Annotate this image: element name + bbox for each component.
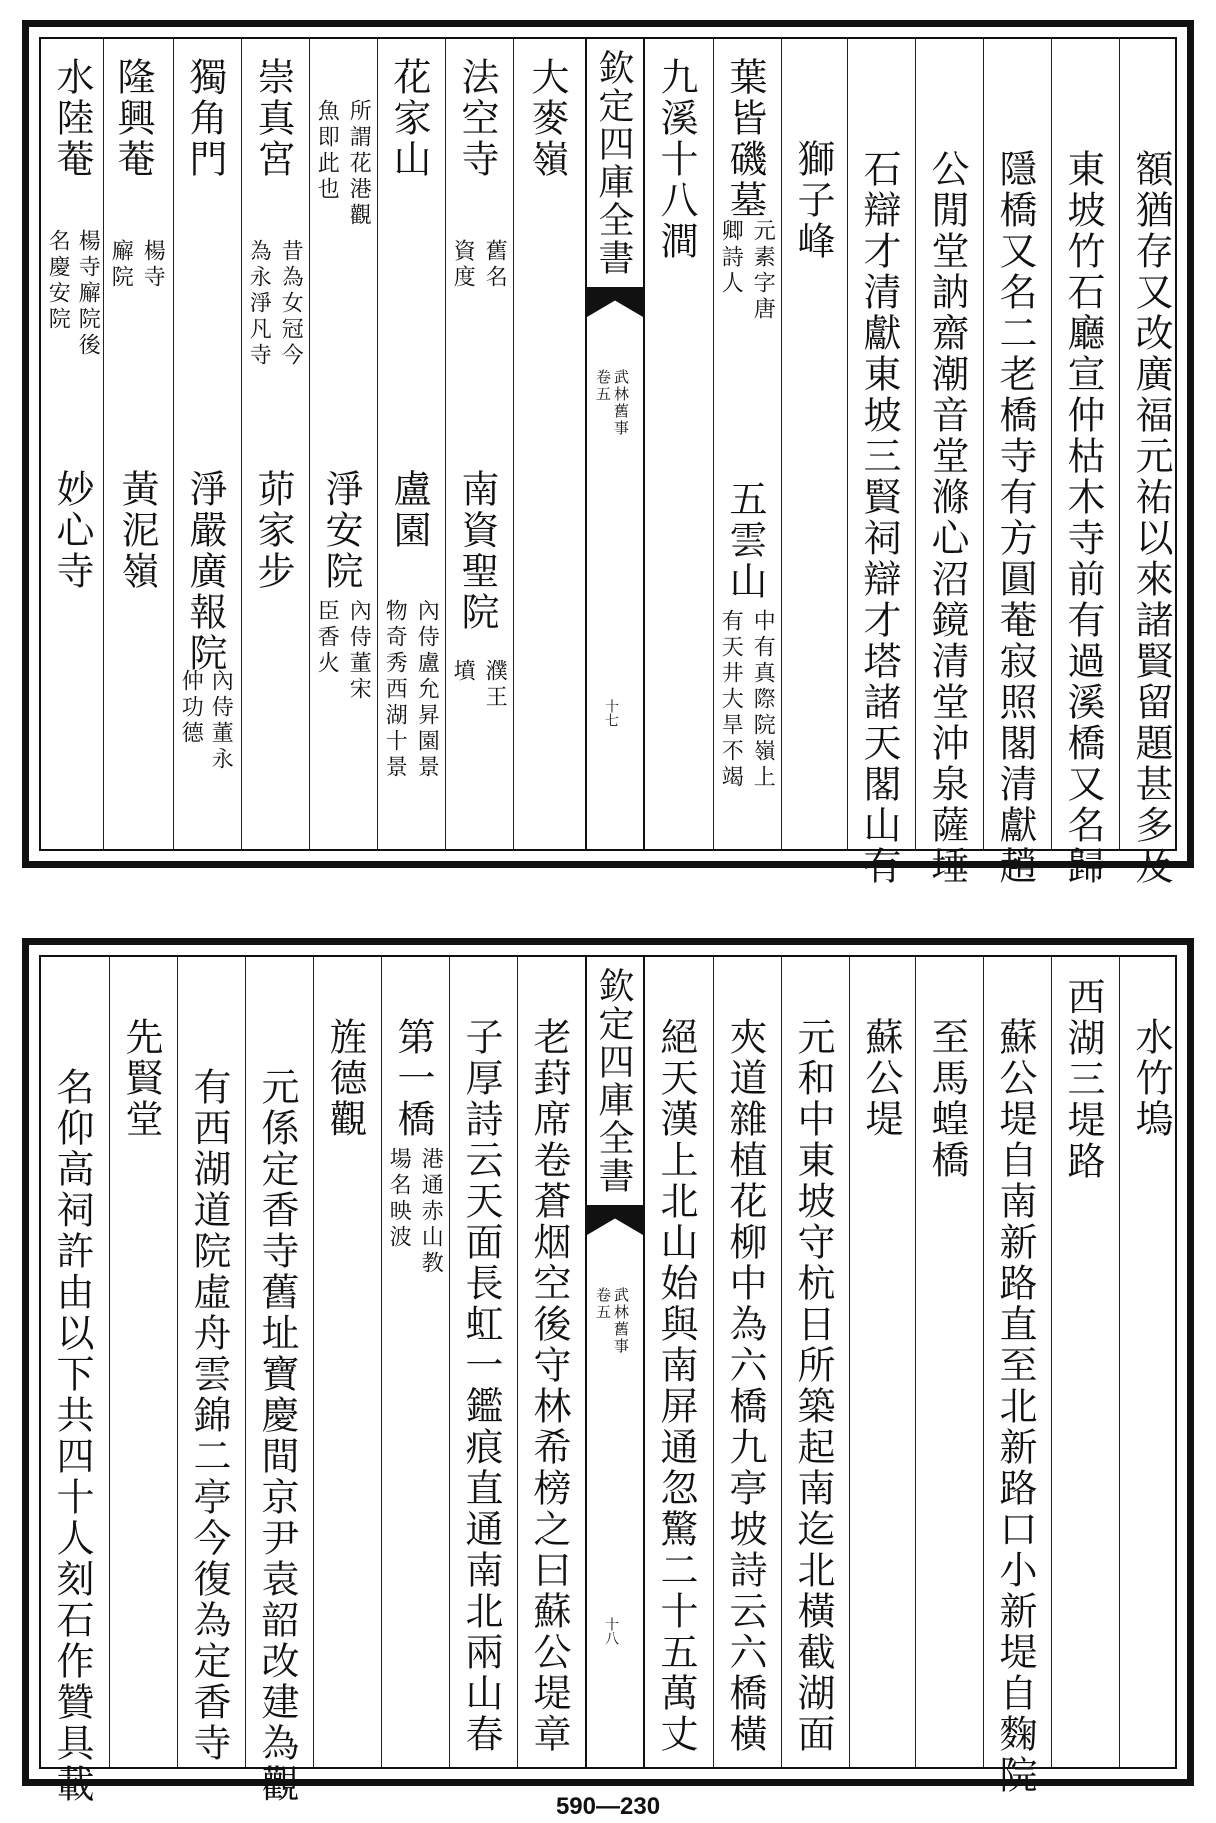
col-note: 仲功德 [178, 669, 204, 747]
col-note: 墳 [450, 659, 476, 685]
col-main-2: 南資聖院 [455, 469, 499, 633]
col [983, 957, 1051, 1796]
col-main: 夾道雜植花柳中為六橋九亭坡詩云六橋橫 [723, 1017, 767, 1755]
col [309, 39, 377, 849]
col-main: 東坡竹石廳宣仲枯木寺前有過溪橋又名歸 [1061, 149, 1105, 887]
leaf-number: 十八 [603, 1617, 619, 1645]
col [41, 957, 109, 1805]
col-note: 廨院 [108, 239, 134, 291]
col [1051, 39, 1119, 887]
col-main: 蘇公堤 [859, 1017, 903, 1140]
col-note: 資度 [450, 239, 476, 291]
book-title: 欽定四庫全書 [593, 967, 634, 1195]
col-note: 濮王 [482, 659, 508, 711]
page-top [22, 20, 1194, 887]
col-note: 楊寺 [140, 239, 166, 291]
col [1051, 957, 1119, 1767]
col-note: 有天井大旱不竭 [718, 609, 744, 791]
col-note: 臣香火 [314, 599, 340, 677]
col [781, 957, 849, 1767]
col-main: 元係定香寺舊址寶慶間京尹袁韶改建為觀 [255, 1067, 299, 1805]
col-main: 石辯才清獻東坡三賢祠辯才塔諸天閣山有 [857, 149, 901, 887]
col-note: 卿詩人 [718, 219, 744, 297]
col-note: 內侍董宋 [346, 599, 372, 703]
col [513, 39, 585, 849]
col-main: 旌德觀 [323, 1017, 367, 1140]
col [103, 39, 173, 849]
col-note: 昔為女冠今 [278, 239, 304, 369]
col [381, 957, 449, 1767]
col [241, 39, 309, 849]
col-note: 名慶安院 [45, 229, 71, 333]
col-main: 西湖三堤路 [1061, 977, 1105, 1182]
col [1119, 39, 1189, 887]
col-main-2: 妙心寺 [50, 469, 94, 592]
col [177, 957, 245, 1767]
col [173, 39, 241, 849]
col-main: 絕天漢上北山始與南屏通忽驚二十五萬丈 [654, 1017, 698, 1755]
col-main: 元和中東坡守杭日所築起南迄北橫截湖面 [791, 1017, 835, 1755]
col-main-2: 淨嚴廣報院 [183, 469, 227, 674]
center-fold [585, 39, 645, 849]
col-note: 楊寺廨院後 [75, 229, 101, 359]
col [41, 39, 103, 849]
fish-tail-mark [587, 1205, 643, 1235]
col-main: 法空寺 [455, 57, 499, 180]
col-main: 花家山 [387, 57, 431, 180]
col [713, 39, 781, 849]
col-main-2: 盧園 [387, 469, 431, 551]
col [1119, 957, 1189, 1767]
col-main: 有西湖道院虛舟雲錦二亭今復為定香寺 [187, 1067, 231, 1764]
col [713, 957, 781, 1767]
page-number: 590—230 [555, 1793, 661, 1820]
col-main: 水陸菴 [50, 57, 94, 180]
book-name: 武林舊事 [612, 369, 630, 437]
col [109, 957, 177, 1767]
col [847, 39, 915, 887]
col-main: 葉皆磯墓 [723, 57, 767, 221]
col [517, 957, 585, 1767]
col-note: 為永淨凡寺 [246, 239, 272, 369]
col-main: 獨角門 [183, 57, 227, 180]
col-note: 場名映波 [386, 1147, 412, 1251]
col-note: 元素字唐 [750, 219, 776, 323]
col-main: 額猶存又改廣福元祐以來諸賢留題甚多及 [1129, 149, 1173, 887]
col-main-2: 茆家步 [251, 469, 295, 592]
col [915, 39, 983, 887]
col-main: 先賢堂 [119, 1017, 163, 1140]
col-note: 所謂花港觀 [346, 99, 372, 229]
col [445, 39, 513, 849]
page-bottom [22, 938, 1194, 1805]
col-note: 物奇秀西湖十景 [382, 599, 408, 781]
fish-tail-mark [587, 287, 643, 317]
col [983, 39, 1051, 887]
col-main: 大麥嶺 [525, 57, 569, 180]
col-main-2: 五雲山 [723, 479, 767, 602]
col [849, 957, 915, 1767]
col-main: 至馬蝗橋 [925, 1017, 969, 1181]
col-main: 第一橋 [391, 1017, 435, 1140]
col-main: 老葑席卷蒼烟空後守林希榜之曰蘇公堤章 [527, 1017, 571, 1755]
col-note: 中有真際院嶺上 [750, 609, 776, 791]
col-main-2: 淨安院 [319, 469, 363, 592]
col-main: 崇真宮 [251, 57, 295, 180]
col-main: 子厚詩云天面長虹一鑑痕直通南北兩山春 [459, 1017, 503, 1755]
col [245, 957, 313, 1805]
col-main: 九溪十八澗 [654, 57, 698, 262]
col [313, 957, 381, 1767]
book-name: 武林舊事 [612, 1287, 630, 1355]
col-note: 港通赤山教 [418, 1147, 444, 1277]
volume-label: 卷五 [594, 369, 612, 403]
col-main: 隱橋又名二老橋寺有方圓菴寂照閣清獻趙 [993, 149, 1037, 887]
col-main: 公閒堂訥齋潮音堂滌心沼鏡清堂沖泉薩埵 [925, 149, 969, 887]
col [377, 39, 445, 849]
col [449, 957, 517, 1767]
col-note: 內侍董永 [208, 669, 234, 773]
col-main: 名仰高祠許由以下共四十人刻石作贊具載 [50, 1067, 94, 1805]
volume-label: 卷五 [594, 1287, 612, 1321]
col-note: 魚即此也 [314, 99, 340, 203]
col-main: 水竹塢 [1129, 1017, 1173, 1140]
col-main: 獅子峰 [791, 139, 835, 262]
col-main-2: 黃泥嶺 [115, 469, 159, 592]
center-fold [585, 957, 645, 1767]
col [645, 957, 713, 1767]
book-title: 欽定四庫全書 [593, 49, 634, 277]
col [645, 39, 713, 849]
col [781, 39, 847, 849]
col-main: 蘇公堤自南新路直至北新路口小新堤自麴院 [993, 1017, 1037, 1796]
col [915, 957, 983, 1767]
page-top-frame [39, 37, 1177, 887]
page-bottom-frame [39, 955, 1177, 1805]
col-note: 內侍盧允昇園景 [414, 599, 440, 781]
leaf-number: 十七 [603, 699, 619, 727]
col-note: 舊名 [482, 239, 508, 291]
col-main: 隆興菴 [111, 57, 155, 180]
